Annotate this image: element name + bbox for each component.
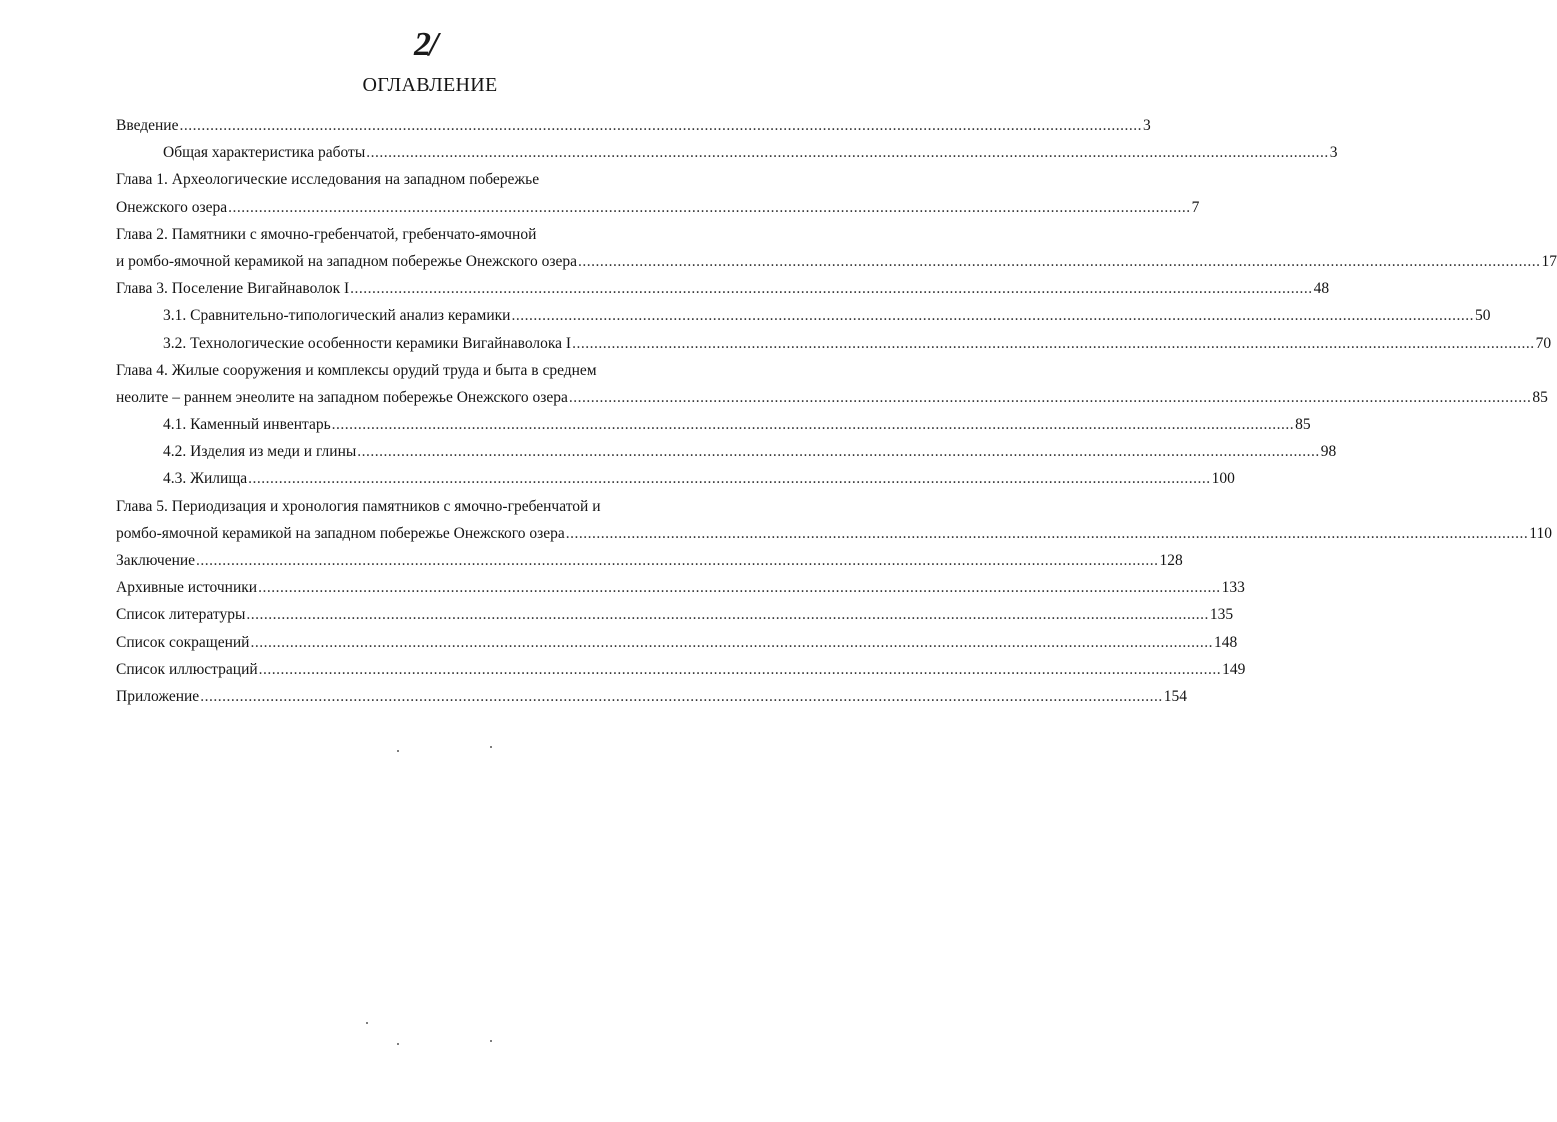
toc-entry-title: Введение bbox=[116, 117, 179, 134]
toc-entry-title: ромбо-ямочной керамикой на западном побережье Онежского озера bbox=[116, 524, 565, 542]
toc-entry-page: 48 bbox=[1313, 280, 1330, 298]
toc-entry-title: Приложение bbox=[116, 687, 200, 705]
toc-entry[interactable] bbox=[116, 221, 740, 248]
toc-entry-title: Глава 2. Памятники с ямочно-гребенчатой, гребенчато-ямочной bbox=[116, 225, 537, 243]
toc-entry[interactable] bbox=[116, 194, 1200, 221]
toc-entry[interactable] bbox=[116, 574, 1245, 601]
toc-entry[interactable] bbox=[116, 275, 1330, 302]
toc-entry[interactable] bbox=[116, 112, 1151, 139]
toc-entry[interactable] bbox=[116, 683, 1187, 710]
toc-entry[interactable] bbox=[116, 330, 1552, 357]
dot-leader: ............................................................................................................................................................................................................................ bbox=[196, 552, 1159, 569]
toc-entry[interactable] bbox=[116, 411, 1311, 438]
dot-leader: ............................................................................................................................................................................................................................ bbox=[568, 388, 1532, 406]
dot-leader: ............................................................................................................................................................................................................................ bbox=[357, 443, 1320, 461]
toc-entry[interactable] bbox=[116, 520, 1552, 547]
dot-leader: ............................................................................................................................................................................................................................ bbox=[228, 198, 1191, 216]
toc-entry-title: Заключение bbox=[116, 552, 196, 569]
toc-entry-title: Общая характеристика работы bbox=[163, 144, 366, 162]
toc-entry-page: 100 bbox=[1211, 470, 1235, 488]
toc-entry-page: 154 bbox=[1163, 687, 1187, 705]
toc-entry[interactable] bbox=[116, 656, 1246, 683]
toc-entry-page: 148 bbox=[1213, 633, 1238, 651]
toc-entry-title: Онежского озера bbox=[116, 198, 228, 216]
toc-entry-page: 98 bbox=[1320, 443, 1337, 461]
toc-entry[interactable] bbox=[116, 357, 740, 384]
toc-entry-title: Список сокращений bbox=[116, 633, 250, 651]
scan-speck bbox=[366, 1022, 368, 1024]
toc-entry[interactable] bbox=[116, 302, 1491, 329]
scan-speck bbox=[397, 750, 399, 752]
toc-entry[interactable] bbox=[116, 629, 1238, 656]
toc-entry-title: и ромбо-ямочной керамикой на западном побережье Онежского озера bbox=[116, 252, 577, 270]
toc-entry-page: 85 bbox=[1295, 416, 1311, 434]
toc-entry[interactable] bbox=[116, 139, 1338, 166]
scan-speck bbox=[490, 1040, 492, 1042]
dot-leader: ............................................................................................................................................................................................................................ bbox=[577, 252, 1541, 270]
dot-leader: ............................................................................................................................................................................................................................ bbox=[258, 579, 1221, 597]
toc-entry[interactable] bbox=[116, 248, 1557, 275]
toc-entry-title: Глава 5. Периодизация и хронология памятников с ямочно-гребенчатой и bbox=[116, 497, 601, 515]
dot-leader: ............................................................................................................................................................................................................................ bbox=[366, 144, 1329, 162]
toc-entry[interactable] bbox=[116, 493, 740, 520]
dot-leader: ............................................................................................................................................................................................................................ bbox=[565, 524, 1529, 542]
scan-speck bbox=[397, 1043, 399, 1045]
toc-entry[interactable] bbox=[116, 438, 1337, 465]
toc-entry-title: Глава 1. Археологические исследования на западном побережье bbox=[116, 171, 540, 189]
dot-leader: ............................................................................................................................................................................................................................ bbox=[258, 660, 1222, 678]
toc-entry-title: неолите – раннем энеолите на западном побережье Онежского озера bbox=[116, 388, 568, 406]
toc-entry-title: Список литературы bbox=[116, 606, 246, 624]
scan-speck bbox=[490, 746, 492, 748]
dot-leader: ............................................................................................................................................................................................................................ bbox=[179, 117, 1142, 134]
dot-leader: ............................................................................................................................................................................................................................ bbox=[250, 633, 1213, 651]
toc-entry-title: 3.2. Технологические особенности керамики Вигайнаволока I bbox=[163, 334, 572, 352]
dot-leader: ............................................................................................................................................................................................................................ bbox=[511, 307, 1474, 325]
toc-entry[interactable] bbox=[116, 601, 1234, 628]
toc-entry-title: Список иллюстраций bbox=[116, 660, 258, 678]
toc-entry-title: 4.2. Изделия из меди и глины bbox=[163, 443, 357, 461]
dot-leader: ............................................................................................................................................................................................................................ bbox=[331, 416, 1295, 434]
dot-leader: ............................................................................................................................................................................................................................ bbox=[350, 280, 1313, 298]
toc-entry-page: 149 bbox=[1222, 660, 1246, 678]
toc-entry-page: 110 bbox=[1529, 524, 1552, 542]
toc-entry-page: 128 bbox=[1159, 552, 1183, 569]
dot-leader: ............................................................................................................................................................................................................................ bbox=[248, 470, 1211, 488]
dot-leader: ............................................................................................................................................................................................................................ bbox=[572, 334, 1535, 352]
toc-entry[interactable] bbox=[116, 465, 1235, 492]
toc-entry-title: Архивные источники bbox=[116, 579, 258, 597]
toc-entry-page: 7 bbox=[1191, 198, 1200, 216]
toc-entry-page: 85 bbox=[1532, 388, 1548, 406]
handwritten-page-number: 2/ bbox=[414, 26, 437, 63]
toc-entry[interactable] bbox=[116, 547, 1183, 574]
toc-entry-title: Глава 4. Жилые сооружения и комплексы орудий труда и быта в среднем bbox=[116, 361, 597, 379]
toc-entry-title: 4.1. Каменный инвентарь bbox=[163, 416, 331, 434]
toc-entry-page: 3 bbox=[1329, 144, 1338, 162]
toc-entry-title: 4.3. Жилища bbox=[163, 470, 248, 488]
toc-entry-page: 50 bbox=[1474, 307, 1491, 325]
toc-entry-page: 3 bbox=[1142, 117, 1151, 134]
toc-entry-page: 70 bbox=[1535, 334, 1552, 352]
toc-entry-title: Глава 3. Поселение Вигайнаволок I bbox=[116, 280, 350, 298]
table-of-contents bbox=[116, 112, 1557, 710]
dot-leader: ............................................................................................................................................................................................................................ bbox=[246, 606, 1209, 624]
dot-leader: ............................................................................................................................................................................................................................ bbox=[200, 687, 1163, 705]
toc-entry[interactable] bbox=[116, 384, 1548, 411]
toc-entry[interactable] bbox=[116, 166, 740, 193]
toc-entry-title: 3.1. Сравнительно-типологический анализ керамики bbox=[163, 307, 511, 325]
page-title: ОГЛАВЛЕНИЕ bbox=[362, 74, 498, 96]
toc-entry-page: 17 bbox=[1541, 252, 1557, 270]
toc-entry-page: 135 bbox=[1209, 606, 1234, 624]
toc-entry-page: 133 bbox=[1221, 579, 1245, 597]
